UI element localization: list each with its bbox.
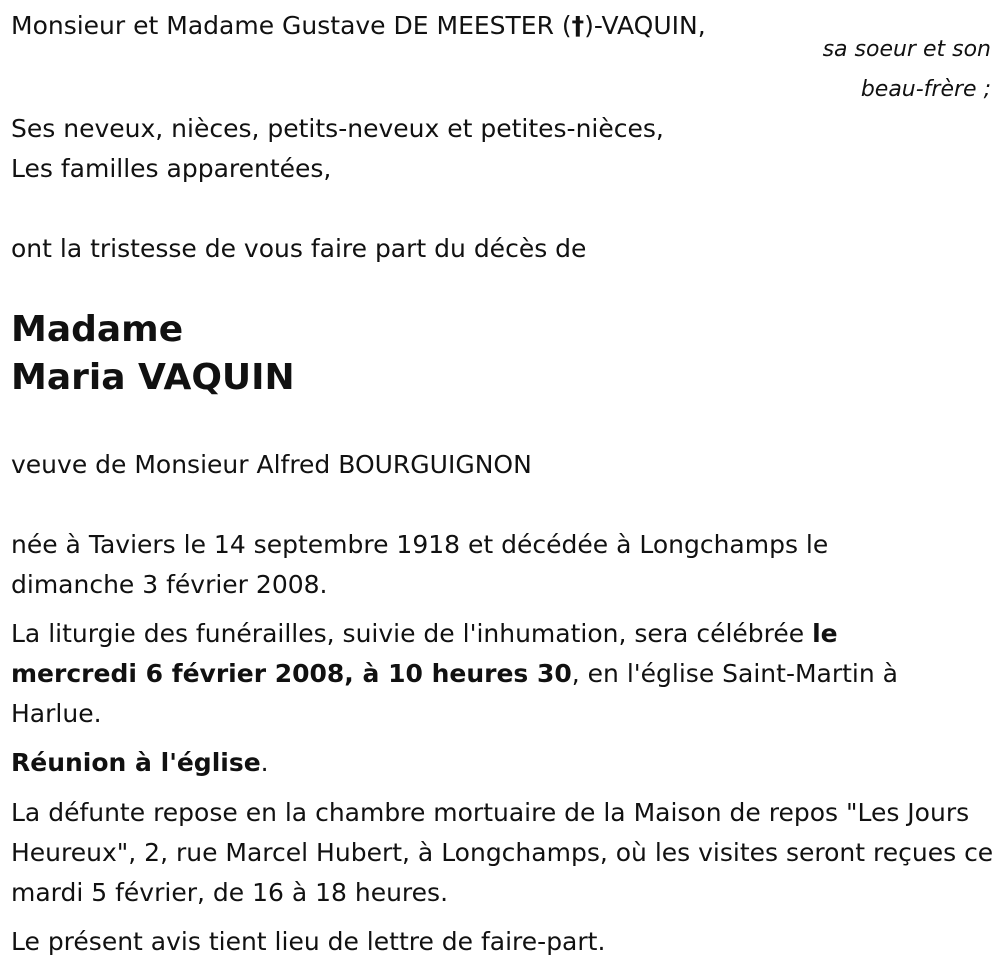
header-names-end: )-VAQUIN, bbox=[584, 11, 706, 40]
liturgy-date: le mercredi 6 février 2008, à 10 heures 30 bbox=[11, 619, 838, 688]
rest-paragraph: La défunte repose en la chambre mortuaire de la Maison de repos "Les Jours Heureux", 2, rue Marcel Hubert, à Longchamps, où les visites seront reçues ce mardi 5 février, de 16 à 18 heures. bbox=[11, 798, 994, 907]
deceased-name: Maria VAQUIN bbox=[11, 357, 295, 398]
family-line-1: Ses neveux, nièces, petits-neveux et petites-nièces, bbox=[11, 114, 664, 143]
relation-line-2: beau-frère ; bbox=[860, 77, 991, 102]
reunion-text: Réunion à l'église bbox=[11, 748, 261, 777]
relation-line-1: sa soeur et son bbox=[822, 37, 991, 62]
liturgy-text-1: La liturgie des funérailles, suivie de l'inhumation, sera célébrée bbox=[11, 619, 813, 648]
reunion-line bbox=[11, 743, 269, 783]
liturgy-paragraph bbox=[11, 614, 971, 734]
liturgy-text-2: , en l'église Saint-Martin à Harlue. bbox=[11, 659, 898, 728]
cross-symbol: † bbox=[571, 11, 585, 40]
family-line-2: Les familles apparentées, bbox=[11, 154, 332, 183]
reunion-end: . bbox=[260, 748, 269, 777]
widow-of: veuve de Monsieur Alfred BOURGUIGNON bbox=[11, 450, 532, 479]
announcement: ont la tristesse de vous faire part du décès de bbox=[11, 234, 587, 263]
deceased-title: Madame bbox=[11, 309, 184, 350]
closing-line: Le présent avis tient lieu de lettre de faire-part. bbox=[11, 927, 606, 956]
header-names: Monsieur et Madame Gustave DE MEESTER ( bbox=[11, 11, 572, 40]
birth-death: née à Taviers le 14 septembre 1918 et décédée à Longchamps le dimanche 3 février 2008. bbox=[11, 530, 829, 599]
